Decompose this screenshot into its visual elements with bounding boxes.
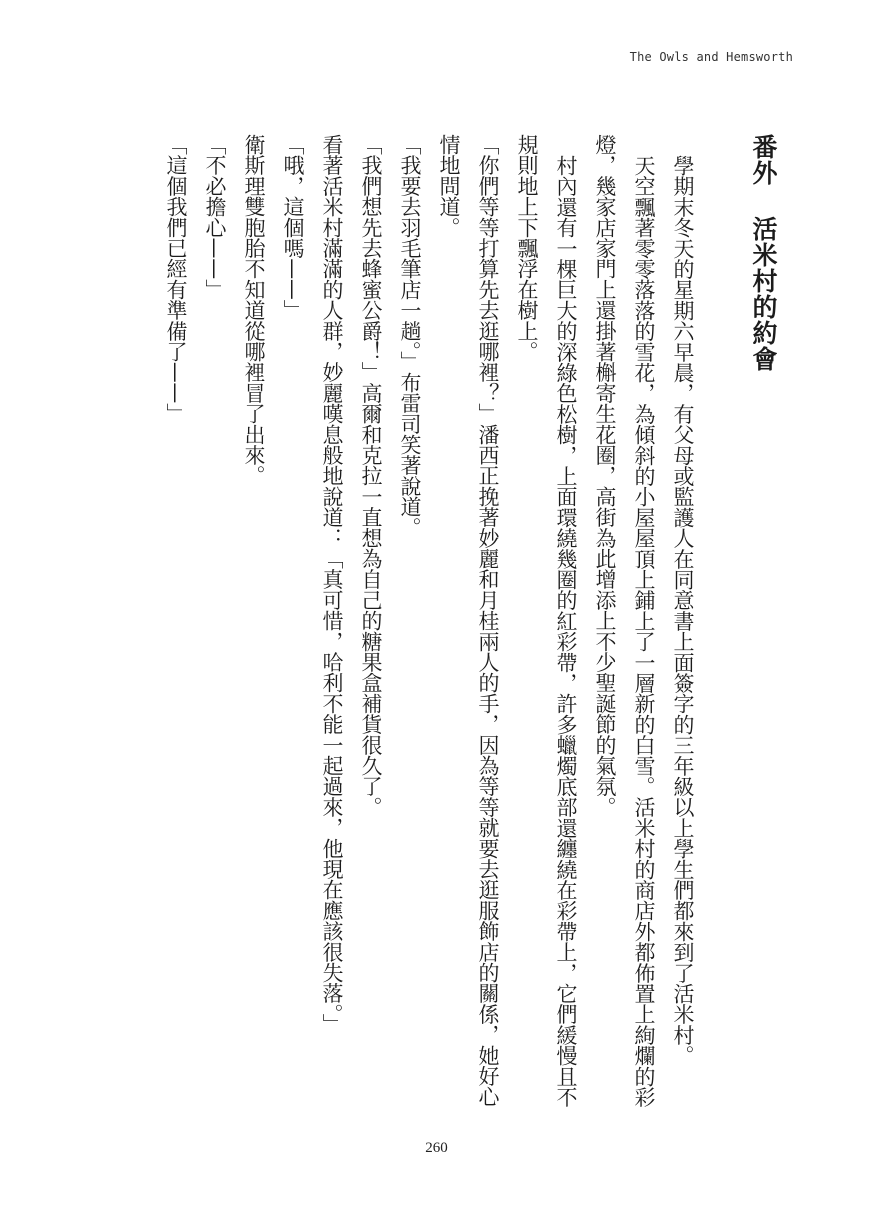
paragraph-1: 學期末冬天的星期六早晨，有父母或監護人在同意書上面簽字的三年級以上學生們都來到了活米村。 [671, 155, 695, 1066]
chapter-title [744, 134, 783, 1114]
paragraph-11: 「這個我們已經有準備了——」 [164, 134, 188, 424]
chapter-label: 番外 [749, 134, 778, 186]
paragraph-8: 「哦，這個嗎——」 [281, 134, 305, 321]
paragraph-2: 天空飄著零零落落的雪花，為傾斜的小屋屋頂上鋪上了一層新的白雪。活米村的商店外都佈置上絢爛的彩燈，幾家店家門上還掛著槲寄生花圈，高街為此增添上不少聖誕節的氣氛。 [593, 134, 656, 1108]
paragraph-3: 村內還有一棵巨大的深綠色松樹，上面環繞幾圈的紅彩帶，許多蠟燭底部還纏繞在彩帶上，它們緩慢且不規則地上下飄浮在樹上。 [515, 134, 578, 1108]
running-header: The Owls and Hemsworth [629, 50, 793, 64]
paragraph-10: 「不必擔心——」 [203, 134, 227, 300]
vertical-text-body [83, 134, 783, 1114]
page-number: 260 [425, 1140, 448, 1156]
chapter-name: 活米村的約會 [749, 216, 778, 372]
paragraph-4: 「你們等等打算先去逛哪裡？」潘西正挽著妙麗和月桂兩人的手，因為等等就要去逛服飾店的關係，她好心情地問道。 [437, 134, 500, 1107]
paragraph-6: 「我們想先去蜂蜜公爵！」高爾和克拉一直想為自己的糖果盒補貨很久了。 [359, 134, 383, 818]
paragraph-9: 衛斯理雙胞胎不知道從哪裡冒了出來。 [242, 134, 266, 486]
paragraph-7: 看著活米村滿滿的人群，妙麗嘆息般地說道：「真可惜，哈利不能一起過來，他現在應該很失落。」 [320, 134, 344, 1035]
paragraph-5: 「我要去羽毛筆店一趟。」布雷司笑著說道。 [398, 134, 422, 538]
